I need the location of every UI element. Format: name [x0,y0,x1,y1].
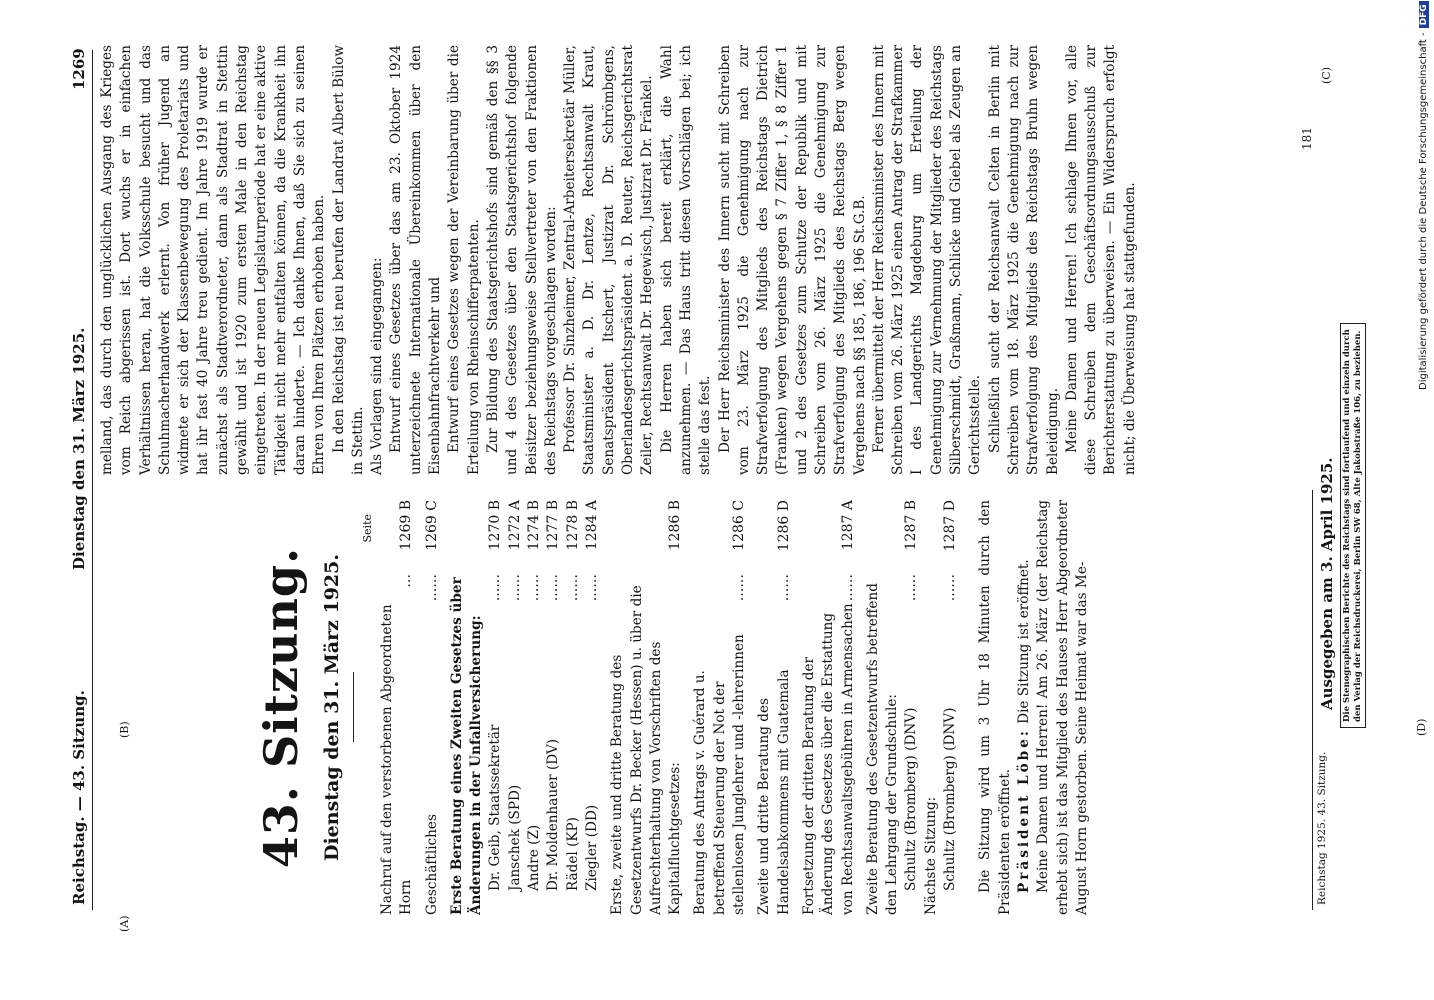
body-paragraph: In den Reichstag ist neu berufen der Landrat Albert Bülow in Stettin. [330,45,366,475]
toc-row [922,500,941,915]
toc-page: 1269 B [398,500,415,551]
body-paragraph: Meine Damen und Herren! Ich schlage Ihnen vor, alle diese Schreiben dem Geschäftsordnungsausschuß zur Berichterstattung zu überweisen. — Ein Widerspruch erfolgt nicht; die Überweisung hat stattgefunden. [1063,45,1138,475]
toc-row: Ziegler (DD) …… 1284 A [583,500,602,915]
toc-text: Nachruf auf den verstorbenen Abgeordneten Horn [379,604,415,915]
publisher-note-line: den Verlag der Reichsdruckerei, Berlin SW 68, Alte Jakobstraße 106, zu beziehen. [1353,330,1363,722]
toc-page: 1286 D [775,500,792,552]
toc-text: Beratung des Antrags v. Guérard u. betreffend Steuerung der Not der stellenlosen Junglehrer und -lehrerinnen [692,634,748,915]
toc-row: Beratung des Antrags v. Guérard u. betreffend Steuerung der Not der stellenlosen Junglehrer und -lehrerinnen …… 1286 C [691,500,749,915]
dfg-logo: DFG [1419,1,1429,28]
toc-row: Dr. Moldenhauer (DV) …… 1277 B [544,500,563,915]
body-paragraph: Die Herren haben sich bereit erklärt, die Wahl anzunehmen. — Das Haus tritt diesen Vorschlägen bei; ich stelle das fest. [658,45,714,475]
toc-text: Nächste Sitzung: [922,796,939,915]
toc-text: Erste, zweite und dritte Beratung des Gesetzentwurfs Dr. Becker (Hessen) u. über die Aufrechterhaltung von Vorschriften des Kapitalfluchtgesetzes: [609,585,684,915]
toc-row: Zweite und dritte Beratung des Handelsabkommens mit Guatemala …… 1286 D [755,500,794,915]
toc-text: Andre (Z) [526,824,543,891]
toc-text: Fortsetzung der dritten Beratung der Änderung des Gesetzes über die Erstattung von Rechtsanwaltsgebühren in Armensachen [800,603,856,915]
issued-date: Ausgegeben am 3. April 1925. [1318,457,1336,710]
toc-page: 1278 B [564,500,581,551]
body-paragraph: melland, das durch den unglücklichen Ausgang des Krieges vom Reich abgerissen ist. Dort wuchs er in einfachen Verhältnissen heran, hat die Volksschule besucht und das Schuhmacherhandwerk erlernt. Von früher Jugend an widmete er sich der Klassenbewegung des Proletariats und hat ihr fast 40 Jahre treu gedient. Im Jahre 1919 wurde er zunächst als Stadtverordneter, dann als Stadtrat in Stettin gewählt und ist 1920 zum ersten Male in den Reichstag eingetreten. In der neuen Legislaturperiode hat er eine aktive Tätigkeit nicht mehr entfalten können, da die Krankheit ihn daran hinderte. — Ich danke Ihnen, daß Sie sich zu seinen Ehren von Ihren Plätzen erhoben haben. [99,45,328,475]
margin-d: (D) [1415,718,1428,736]
toc-row: Andre (Z) …… 1274 B [525,500,544,915]
header-rule [92,50,93,910]
continuation-paragraph: Meine Damen und Herren! Am 26. März (der Reichstag erhebt sich) ist das Mitglied des Hauses Herr Abgeordneter August Horn gestorben. Seine Heimat war das Me- [1035,500,1090,915]
toc-text: Dr. Geib, Staatssekretär [487,724,504,891]
page-number: 1269 [70,48,88,90]
toc-page: 1272 A [506,500,523,551]
toc-text: Zweite Beratung des Gesetzentwurfs betreffend den Lehrgang der Grundschule: [864,583,901,915]
toc-page: 1274 B [526,500,543,551]
toc-text: Janschek (SPD) [506,784,523,891]
toc-text: Erste Beratung eines Zweiten Gesetzes über Änderungen in der Unfallversicherung: [448,577,485,915]
toc-page: 1286 C [731,500,748,551]
toc-page: 1269 C [423,500,440,551]
toc-row: Dr. Geib, Staatssekretär …… 1270 B [486,500,505,915]
toc-row: Rädel (KP) …… 1278 B [564,500,583,915]
left-column [98,500,1092,915]
body-paragraph: Professor Dr. Sinzheimer, Zentral-Arbeitersekretär Müller, Staatsminister a. D. Dr. Lentze, Rechtsanwalt Kraut, Senatspräsident Itschert, Justizrat Dr. Schrömbgens, Oberlandesgerichtspräsident a. D. Reuter, Reichsgerichtsrat Zeiler, Rechtsanwalt Dr. Hegewisch, Justizrat Dr. Fränkel. [562,45,656,475]
opening-paragraph: Die Sitzung wird um 3 Uhr 18 Minuten durch den Präsidenten eröffnet. [977,500,1013,915]
body-paragraph: Zur Bildung des Staatsgerichtshofs sind gemäß den §§ 3 und 4 des Gesetzes über den Staatsgerichtshof folgende Beisitzer beziehungsweise Stellvertreter von den Fraktionen des Reichstags vorgeschlagen worden: [484,45,559,475]
toc-row: Schultz (Bromberg) (DNV) …… 1287 D [941,500,960,915]
title-rule [353,673,354,743]
toc-text: Ziegler (DD) [583,804,600,891]
toc-row: Geschäftliches …… 1269 C [423,500,442,915]
body-paragraph: Schließlich sucht der Reichsanwalt Celten in Berlin mit Schreiben vom 18. März 1925 die Genehmigung nach zur Strafverfolgung des Mitglieds des Reichstags Bruhn wegen Beleidigung. [986,45,1061,475]
digitization-credit [1418,1,1429,390]
toc-page: 1286 B [667,500,684,551]
right-column [98,45,1140,475]
toc-page: 1284 A [583,500,600,551]
margin-b: (B) [118,721,131,738]
speaker-text: Die Sitzung ist eröffnet. [1015,559,1032,724]
footer-left: Reichstag 1925. 43. Sitzung. [1316,751,1328,905]
body-paragraph: Entwurf eines Gesetzes über das am 23. Oktober 1924 unterzeichnete Internationale Übereinkommen über den Eisenbahnfrachtverkehr und [388,45,444,475]
body-paragraph: Ferner übermittelt der Herr Reichsminister des Innern mit Schreiben vom 26. März 1925 einen Antrag der Strafkammer I des Landgerichts Magdeburg um Erteilung der Genehmigung zur Vernehmung der Mitglieder des Reichstags Silberschmidt, Graßmann, Schlicke und Giebel als Zeugen an Gerichtsstelle. [870,45,984,475]
toc-page: 1270 B [487,500,504,551]
toc-text: Dr. Moldenhauer (DV) [545,738,562,891]
toc-page: 1287 D [942,500,959,552]
margin-c: (C) [1320,67,1333,84]
toc-row [864,500,903,915]
body-paragraph: Als Vorlagen sind eingegangen: [369,257,386,475]
body-paragraph: Der Herr Reichsminister des Innern sucht mit Schreiben vom 23. März 1925 die Genehmigung nach zur Strafverfolgung des Mitglieds des Reichstags Dietrich (Franken) wegen Vergehens gegen § 7 Ziffer 1, § 8 Ziffer 1 und 2 des Gesetzes zum Schutze der Republik und mit Schreiben vom 26. März 1925 die Genehmigung zur Strafverfolgung des Mitglieds des Reichstags Berg wegen Vergehens nach §§ 185, 186, 196 St.G.B. [716,45,868,475]
toc-page: 1277 B [545,500,562,551]
toc-row: Schultz (Bromberg) (DNV) …… 1287 B [902,500,921,915]
header-left: Reichstag. — 43. Sitzung. [70,690,88,905]
toc-text: Schultz (Bromberg) (DNV) [903,707,920,891]
toc-row [448,500,487,915]
footer-rule [1312,490,1313,910]
toc-row: Nachruf auf den verstorbenen Abgeordneten Horn … 1269 B [378,500,417,915]
digitization-text: Digitalisierung gefördert durch die Deutsche Forschungsgemeinschaft - [1418,32,1429,390]
publisher-note-line: Die Stenographischen Berichte des Reichstags sind fortlaufend und einzeln durch [1342,329,1352,722]
table-of-contents [378,500,960,915]
toc-row: Fortsetzung der dritten Beratung der Änderung des Gesetzes über die Erstattung von Rechtsanwaltsgebühren in Armensachen …… 1287 A [800,500,858,915]
toc-text: Schultz (Bromberg) (DNV) [942,707,959,891]
toc-text: Rädel (KP) [564,817,581,891]
header-right: Dienstag den 31. März 1925. [70,327,88,570]
speaker-label: Präsident Löbe: [1015,728,1032,893]
body-paragraph: Entwurf eines Gesetzes wegen der Vereinbarung über die Erteilung von Rheinschifferpatenten. [446,45,482,475]
toc-row [608,500,685,915]
toc-text: Zweite und dritte Beratung des Handelsabkommens mit Guatemala [756,669,792,915]
publisher-note [1340,323,1366,728]
seite-label: Seite [361,514,374,543]
toc-page: 1287 B [903,500,920,551]
president-paragraph [1015,500,1034,915]
toc-text: Geschäftliches [423,814,440,915]
toc-page: 1287 A [839,500,856,551]
sitting-date: Dienstag den 31. März 1925. [321,554,343,862]
margin-a: (A) [118,915,131,932]
printer-signature: 181 [1300,127,1314,150]
sitting-title: 43. Sitzung. [254,546,308,869]
toc-row: Janschek (SPD) …… 1272 A [506,500,525,915]
